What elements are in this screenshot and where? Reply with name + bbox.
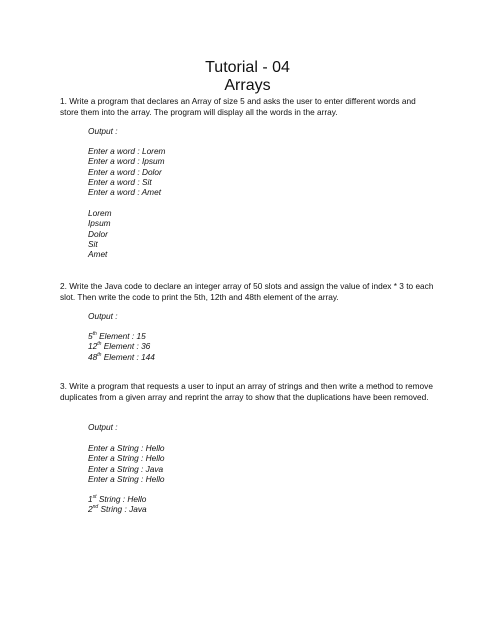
result-line: 1st String : Hello [88, 494, 147, 504]
input-line: Enter a word : Ipsum [88, 156, 165, 167]
question-2-result-lines [88, 331, 155, 362]
question-3-text: 3. Write a program that requests a user to input an array of strings and then write a method to remove duplicates from a given array and reprint the array to show that the duplications have been removed. [60, 381, 433, 402]
question-1-result-lines [88, 208, 112, 259]
result-line: 2nd String : Java [88, 504, 147, 515]
question-2-text: 2. Write the Java code to declare an integer array of 50 slots and assign the value of index * 3 to each slot. Then write the code to print the 5th, 12th and 48th element of the array. [60, 281, 434, 302]
page-title: Tutorial - 04 [205, 59, 290, 76]
result-line: Ipsum [88, 218, 111, 229]
question-2-output-label: Output : [88, 311, 118, 321]
question-3-input-lines [88, 443, 165, 484]
result-line: 48th Element : 144 [88, 351, 155, 362]
result-line: 5th Element : 15 [88, 331, 146, 341]
input-line: Enter a word : Lorem [88, 146, 166, 156]
result-line: Sit [88, 238, 98, 249]
input-line: Enter a String : Hello [88, 443, 165, 453]
question-1-input-lines [88, 146, 165, 197]
input-line: Enter a word : Sit [88, 176, 152, 187]
result-line: Lorem [88, 208, 112, 218]
input-line: Enter a String : Java [88, 463, 164, 474]
question-1-output-label: Output : [88, 126, 118, 136]
question-3-output-label: Output : [88, 422, 118, 432]
question-3-result-lines [88, 494, 147, 515]
page-subtitle: Arrays [224, 77, 271, 94]
input-line: Enter a String : Hello [88, 473, 165, 484]
input-line: Enter a word : Amet [88, 187, 162, 198]
result-line: Dolor [88, 228, 108, 239]
result-line: 12th Element : 36 [88, 341, 151, 352]
input-line: Enter a String : Hello [88, 453, 165, 464]
question-1-text: 1. Write a program that declares an Array of size 5 and asks the user to enter different words and store them into the array. The program will display all the words in the array. [60, 96, 416, 117]
result-line: Amet [88, 249, 108, 260]
input-line: Enter a word : Dolor [88, 166, 162, 177]
